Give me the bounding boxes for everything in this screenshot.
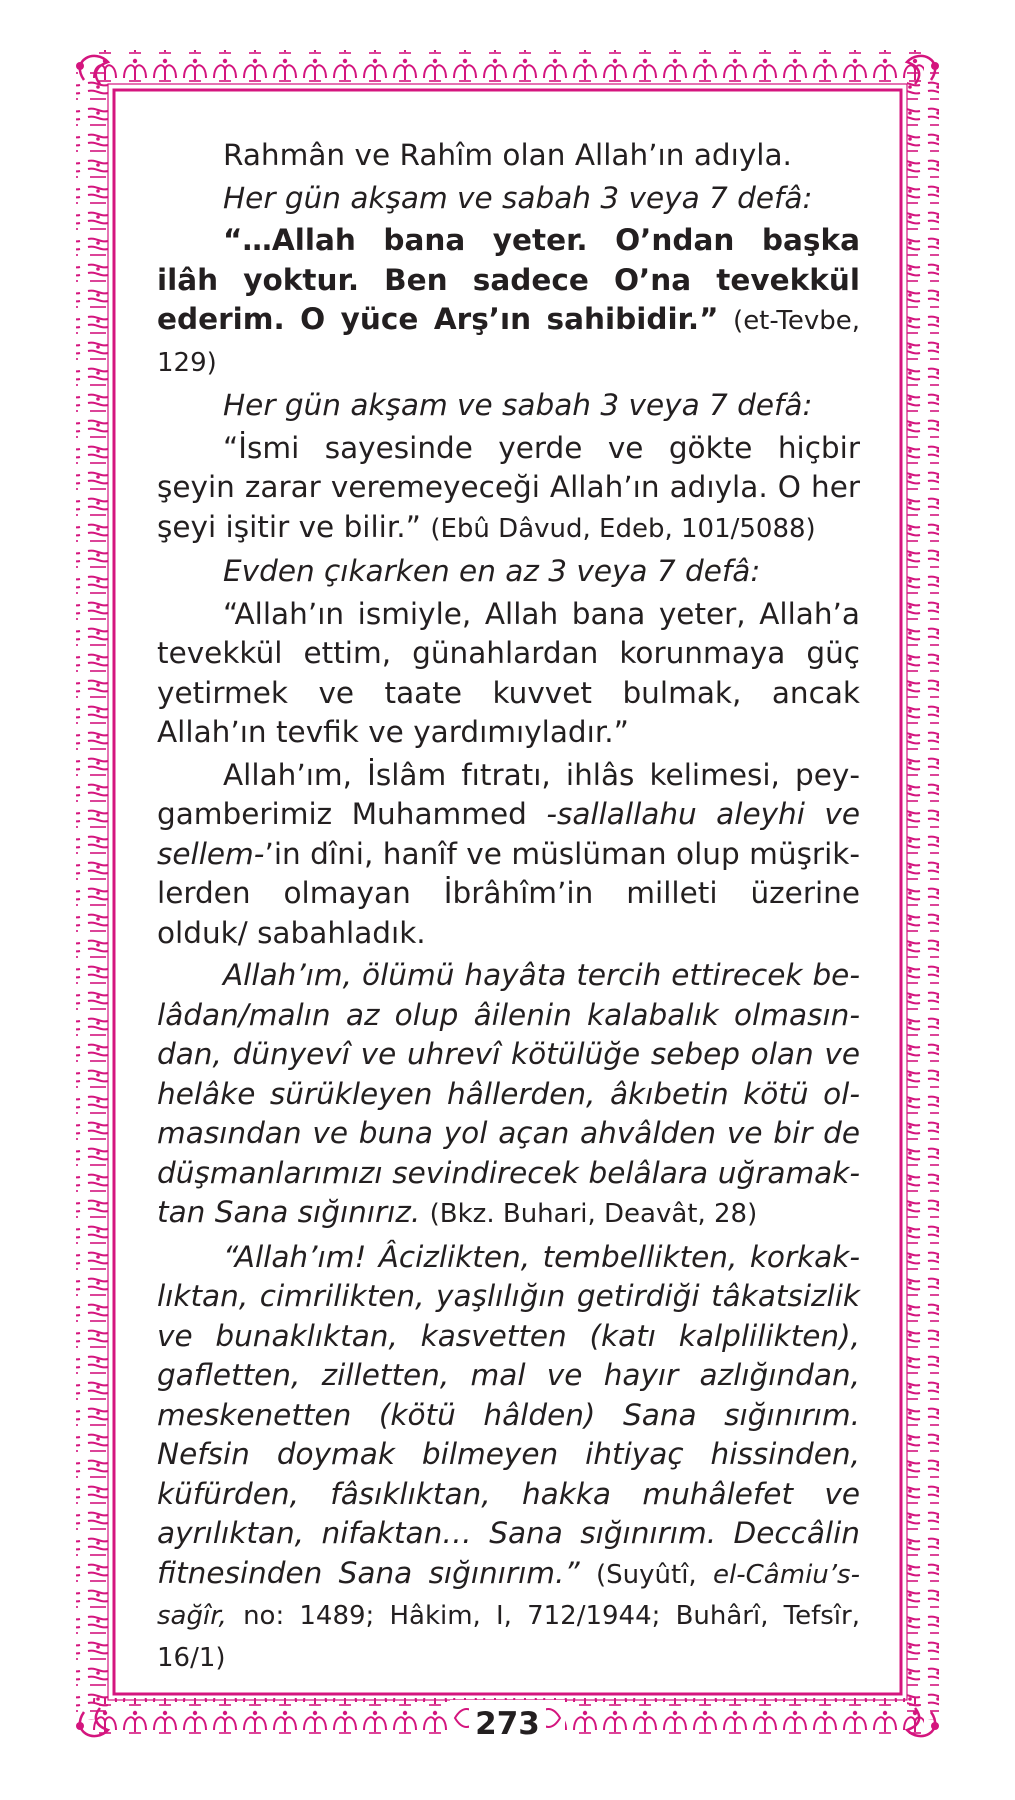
buhari-deavat-source: (Bkz. Buhari, Deavât, 28) [429,1199,758,1229]
paragraph-refuge-bela [157,956,860,1235]
refuge-bela-text: Allah’ım, ölümü hayâta tercih ettirecek belâdan/malın az olup âilenin kalabalık olmasından, dünyevî ve uhrevî kötülüğe sebep olan ve helâke sürükleyen hâllerden, âkıbetin kötü olmasından ve buna yol açan ahvâlden ve bir de düşmanlarımızı sevindirecek belâlara uğramaktan Sana sığınırız. [157,958,860,1229]
tevbe-source: (et-Tevbe, 129) [157,306,860,378]
paragraph-refuge-acizlik: “Allah’ım! Âcizlikten, tembellikten, korkaklıktan, cimrilikten, yaşlılığın getirdiği tâkatsizlik ve bunaklıktan, kasvetten (katı kalplilikten), gafletten, zilletten, mal ve hayır azlığından, meskenetten (kötü hâlden) Sana sığınırım. Nefsin doymak bilmeyen ihtiyaç hissinden, küfürden, fâsıklıktan, hakka muhâlefet ve ayrılıktan, nifaktan… Sana sığınırım. Deccâlin fitnesinden Sana sığınırım.” (Suyûtî, el-Câmiu’s-sağîr, no: 1489; Hâkim, I, 712/1944; Buhârî, Tefsîr, 16/1) [157,1239,860,1673]
salawat-phrase: -sallallahu aleyhi ve sellem- [157,797,860,871]
paragraph-ismi-quote [157,429,860,550]
page-body-text [157,136,860,1681]
refuge-acizlik-text: “Allah’ım! Âcizlikten, tembellikten, korkaklıktan, cimrilikten, yaşlılığın getirdiği tâkatsizlik ve bunaklıktan, kasvetten (katı kalplilikten), gafletten, zilletten, mal ve hayır azlığından, meskenetten (kötü hâlden) Sana sığınırım. Nefsin doymak bilmeyen ihtiyaç hissinden, küfürden, fâsıklıktan, hakka muhâlefet ve ayrılıktan, nifaktan… Sana sığınırım. Deccâlin fitnesinden Sana sığınırım.” [157,1239,860,1590]
ebu-davud-source: (Ebû Dâvud, Edeb, 101/5088) [430,513,816,544]
tevbe-quote-text: “…Allah bana yeter. O’ndan başka ilâh yoktur. Ben sadece O’na tevekkül ederim. O yüce Arş’ın sahibidir.” [157,223,860,336]
instruction-evening-morning-1: Her gün akşam ve sabah 3 veya 7 defâ: [223,180,813,215]
paragraph-tevbe-quote [157,221,860,383]
paragraph-islam-fitrat: Allah’ım, İslâm fıtratı, ihlâs kelimesi, peygamberimiz Muhammed -sallallahu aleyhi ve sellem-’in dîni, hanîf ve müslüman olup müşriklerden olmayan İbrâhîm’in milleti üzerine olduk/ sabahladık. [157,757,860,950]
ismi-quote-text: “İsmi sayesinde yerde ve gökte hiçbir şeyin zarar veremeyeceği Allah’ın adıyla. O her şeyi işitir ve bilir.” [157,430,860,544]
paragraph-leaving-home-prayer: “Allah’ın ismiyle, Allah bana yeter, Allah’a tevekkül ettim, günahlardan korunmaya güç yetirmek ve taate kuvvet bulmak, ancak Allah’ın tevfik ve yardımıyladır.” [157,596,860,749]
instruction-leaving-home: Evden çıkarken en az 3 veya 7 defâ: [223,554,761,588]
instruction-evening-morning-2: Her gün akşam ve sabah 3 veya 7 defâ: [223,388,813,422]
page-number: 273 [0,1706,1015,1742]
paragraph-bismillah: Rahmân ve Rahîm olan Allah’ın adıyla. [223,138,792,172]
camiu-s-sagir-title: el-Câmiu’s-sağîr, [157,1559,860,1631]
